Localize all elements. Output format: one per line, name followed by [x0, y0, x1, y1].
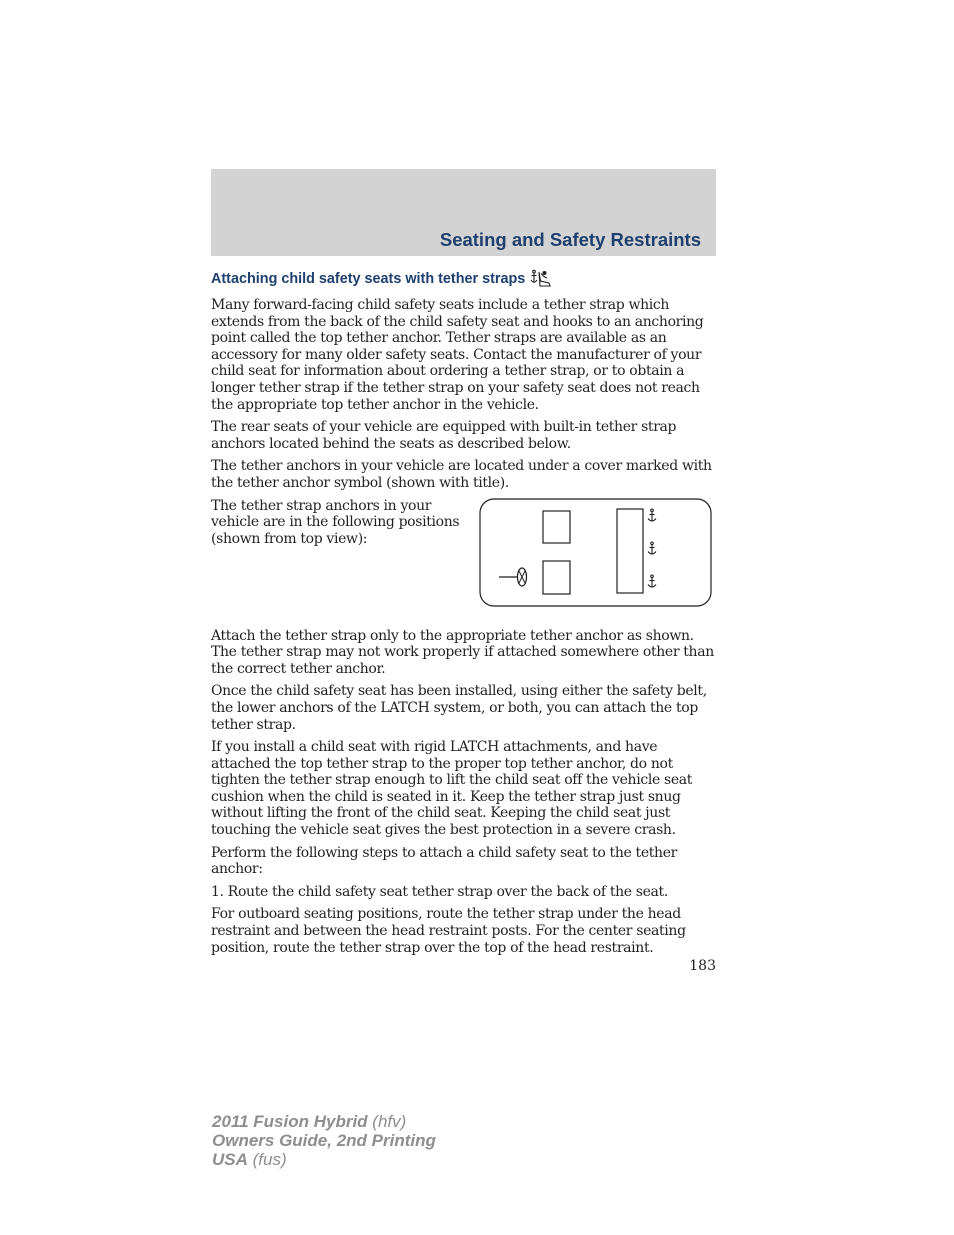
footer-market-line [212, 1150, 436, 1169]
anchor-icon [648, 542, 656, 554]
paragraph: Perform the following steps to attach a child safety seat to the tether anchor: [211, 844, 677, 878]
tether-anchor-positions-diagram [479, 498, 712, 607]
steering-wheel-icon [499, 568, 527, 586]
numbered-step: 1. Route the child safety seat tether strap over the back of the seat. [211, 883, 668, 900]
footer-model: 2011 Fusion Hybrid [212, 1112, 368, 1131]
document-footer [212, 1112, 436, 1169]
footer-market: USA [212, 1150, 248, 1169]
front-seat-icon [543, 561, 570, 594]
chapter-title: Seating and Safety Restraints [439, 229, 701, 250]
tether-anchor-child-seat-icon [530, 269, 552, 289]
section-heading [211, 268, 716, 290]
footer-model-line [212, 1112, 436, 1131]
footer-guide: Owners Guide, 2nd Printing [212, 1131, 436, 1150]
paragraph: The tether strap anchors in your vehicle are in the following positions (shown from top view): [211, 497, 460, 547]
rear-bench-icon [617, 509, 643, 593]
anchor-icon [648, 509, 656, 521]
footer-market-code: (fus) [252, 1150, 287, 1169]
paragraph: The rear seats of your vehicle are equipped with built-in tether strap anchors located behind the seats as described below. [211, 419, 677, 452]
paragraph: Once the child safety seat has been installed, using either the safety belt, the lower anchors of the LATCH system, or both, you can attach the top tether strap. [211, 683, 707, 733]
section-header-band [211, 169, 716, 256]
paragraph: Attach the tether strap only to the appropriate tether anchor as shown. The tether strap may not work properly if attached somewhere other than the correct tether anchor. [211, 627, 714, 677]
footer-guide-line [212, 1131, 436, 1150]
anchor-position-figure-row [211, 498, 716, 628]
paragraph: Many forward-facing child safety seats include a tether strap which extends from the back of the child safety seat and hooks to an anchoring point called the top tether anchor. Tether straps are available as an accessory for many older safety seats. Contact the manufacturer of your child seat for information about ordering a tether strap, or to obtain a longer tether strap if the tether strap on your safety seat does not reach the appropriate top tether anchor in the vehicle. [211, 297, 704, 413]
page-content [211, 268, 716, 962]
front-seat-icon [543, 511, 570, 543]
paragraph: If you install a child seat with rigid LATCH attachments, and have attached the top tether strap to the proper top tether anchor, do not tighten the tether strap enough to lift the child seat off the vehicle seat cushion when the child is seated in it. Keep the tether strap just snug without lifting the front of the child seat. Keeping the child seat just touching the vehicle seat gives the best protection in a severe crash. [211, 739, 693, 839]
anchor-icon [648, 575, 656, 587]
paragraph: The tether anchors in your vehicle are located under a cover marked with the tether anchor symbol (shown with title). [211, 458, 712, 491]
section-heading-text: Attaching child safety seats with tether straps [211, 271, 526, 287]
paragraph: For outboard seating positions, route the tether strap under the head restraint and between the head restraint posts. For the center seating position, route the tether strap over the top of the head restraint. [211, 906, 686, 956]
page-number: 183 [689, 958, 716, 974]
footer-model-code: (hfv) [372, 1112, 407, 1131]
